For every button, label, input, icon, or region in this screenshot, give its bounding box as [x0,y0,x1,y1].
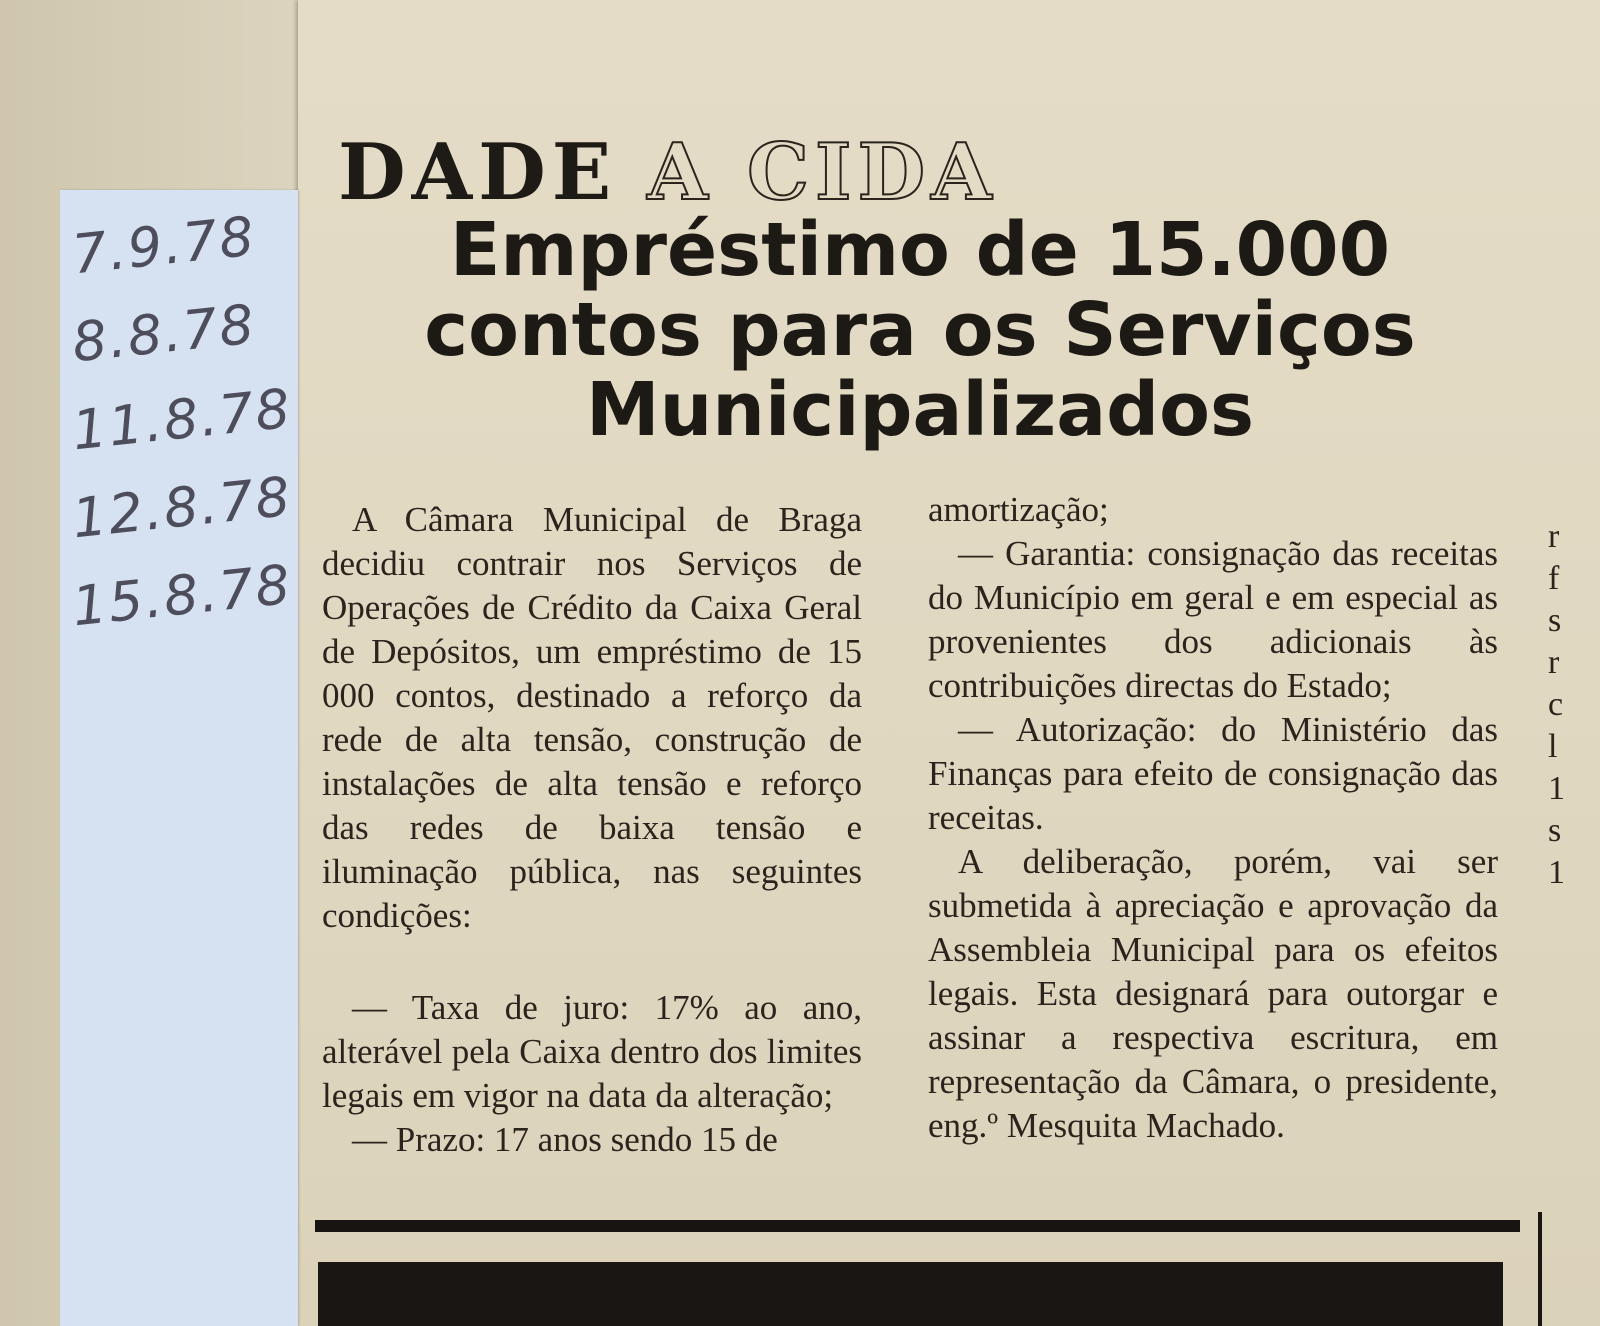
next-section-banner [318,1262,1503,1326]
paragraph-prazo: — Prazo: 17 anos sendo 15 de [352,1120,778,1159]
article-headline: Empréstimo de 15.000 contos para os Serviços Municipalizados [424,207,1416,453]
handwritten-date: 11.8.78 [69,376,295,463]
paragraph-gap [322,938,862,986]
article-column-3-fragment [1548,515,1598,893]
paragraph-autorizacao: — Autorização: do Ministério das Finanças para efeito de consignação das receitas. [928,710,1498,837]
paragraph-garantia: — Garantia: consignação das receitas do Município em geral e em especial as provenientes dos adicionais às contribuições directas do Estado; [928,534,1498,705]
column-fragment: f [1548,560,1560,597]
vertical-rule [1538,1212,1542,1326]
section-masthead [338,128,998,218]
column-fragment: l [1548,728,1558,765]
article-column-2 [928,488,1498,1148]
horizontal-rule [315,1220,1520,1232]
masthead-outline-text: A CIDA [647,127,998,218]
column-fragment: s [1548,812,1562,849]
paragraph-continuation: amortização; [928,490,1109,529]
column-fragment: c [1548,686,1564,723]
handwritten-date: 15.8.78 [69,552,295,639]
handwritten-date: 7.9.78 [69,204,259,287]
column-fragment: 1 [1548,854,1565,891]
paragraph-deliberacao: A deliberação, porém, vai ser submetida à apreciação e aprovação da Assembleia Municipal para os efeitos legais. Esta designará para outorgar e assinar a respectiva escritura, em representação da Câmara, o presidente, eng.º Mesquita Machado. [928,842,1498,1145]
article-column-1 [322,498,862,1162]
column-fragment: r [1548,518,1560,555]
masthead-solid-text: DADE [338,127,618,218]
column-fragment: s [1548,602,1562,639]
column-fragment: r [1548,644,1560,681]
handwritten-dates [69,200,295,640]
handwritten-date: 12.8.78 [69,464,295,551]
handwritten-date: 8.8.78 [69,292,259,375]
column-fragment: 1 [1548,770,1565,807]
paragraph-intro: A Câmara Municipal de Braga decidiu contrair nos Serviços de Operações de Crédito da Caixa Geral de Depósitos, um empréstimo de 15 000 contos, destinado a reforço da rede de alta tensão, construção de instalações de alta tensão e reforço das redes de baixa tensão e iluminação pública, nas seguintes condições: [322,500,862,935]
paragraph-taxa: — Taxa de juro: 17% ao ano, alterável pela Caixa dentro dos limites legais em vigor na data da alteração; [322,988,862,1115]
